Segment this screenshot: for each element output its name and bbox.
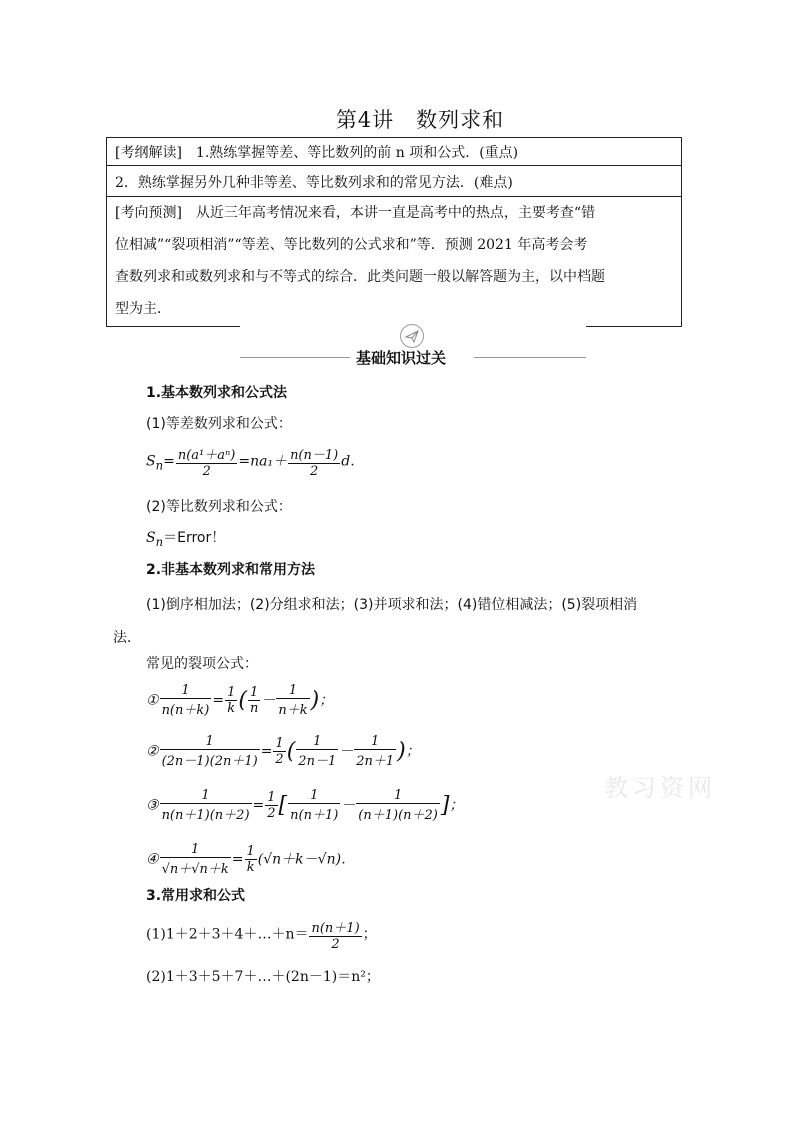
common-sum-2: (2)1＋3＋5＋7＋…＋(2n－1)＝n²； (146, 969, 380, 985)
geom-sum-label: (2)等比数列求和公式： (146, 499, 292, 515)
forecast-line-3: 查数列求和或数列求和与不等式的综合．此类问题一般以解答题为主，以中档题 (115, 269, 605, 285)
heading-common-sums: 3.常用求和公式 (146, 888, 246, 904)
split-formula-1: ① $\frac{1}{n(n+k)}$ = $\frac{1}{k}$ ( $\frac{1}{n}$ － $\frac{1}{n+k}$ )； (146, 683, 334, 718)
split-formula-4: ④ $\frac{1}{√n+√n+k}$ = $\frac{1}{k}$ (√n＋k－√n)． (146, 842, 356, 877)
geom-sum-formula: $S_n=Error$！ (146, 530, 226, 549)
section-title: 基础知识过关 (356, 349, 447, 367)
methods-list: (1)倒序相加法；(2)分组求和法；(3)并项求和法；(4)错位相减法；(5)裂项相消 (146, 597, 638, 613)
common-sum-1: (1)1＋2＋3＋4＋…＋n＝ $\frac{n(n+1)}{2}$ ； (146, 917, 377, 952)
forecast-line-1: [考向预测] 从近三年高考情况来看，本讲一直是高考中的热点，主要考查“错 (115, 205, 596, 221)
split-formula-2: ② $\frac{1}{(2n-1)(2n+1)}$ = $\frac{1}{2}$ ( $\frac{1}{2n-1}$ － $\frac{1}{2n+1}$ )； (146, 734, 420, 769)
box-divider (107, 165, 681, 166)
syllabus-box (106, 137, 682, 327)
forecast-line-4: 型为主． (115, 301, 171, 317)
section-rule-left (240, 357, 350, 358)
arith-sum-formula: $S_n=$ $\frac{\text{n(a¹＋aⁿ)}}{2}$ =na₁＋ $\frac{n(n-1)}{2}$ d. (146, 444, 355, 479)
section-rule-right (474, 357, 586, 358)
page-title: 第4讲 数列求和 (335, 108, 505, 132)
syllabus-line-1: [考纲解读] 1.熟练掌握等差、等比数列的前 n 项和公式．(重点) (115, 145, 519, 161)
methods-list-end: 法． (113, 630, 141, 646)
watermark: 教习资网 (604, 774, 716, 802)
heading-basic-formulas: 1.基本数列求和公式法 (146, 385, 288, 401)
paper-plane-icon (400, 324, 424, 348)
arith-sum-label: (1)等差数列求和公式： (146, 416, 292, 432)
heading-nonbasic-methods: 2.非基本数列求和常用方法 (146, 562, 316, 578)
split-formula-3: ③ $\frac{1}{n(n+1)(n+2)}$ = $\frac{1}{2}$ [ $\frac{1}{n(n+1)}$ － $\frac{1}{(n+1)(n+2)}$ ]； (146, 788, 464, 823)
box-divider (107, 196, 681, 197)
forecast-line-2: 位相减”“裂项相消”“等差、等比数列的公式求和”等．预测 2021 年高考会考 (115, 237, 588, 253)
split-formulas-label: 常见的裂项公式： (146, 656, 258, 672)
syllabus-line-2: 2．熟练掌握另外几种非等差、等比数列求和的常见方法．(难点) (115, 175, 513, 191)
